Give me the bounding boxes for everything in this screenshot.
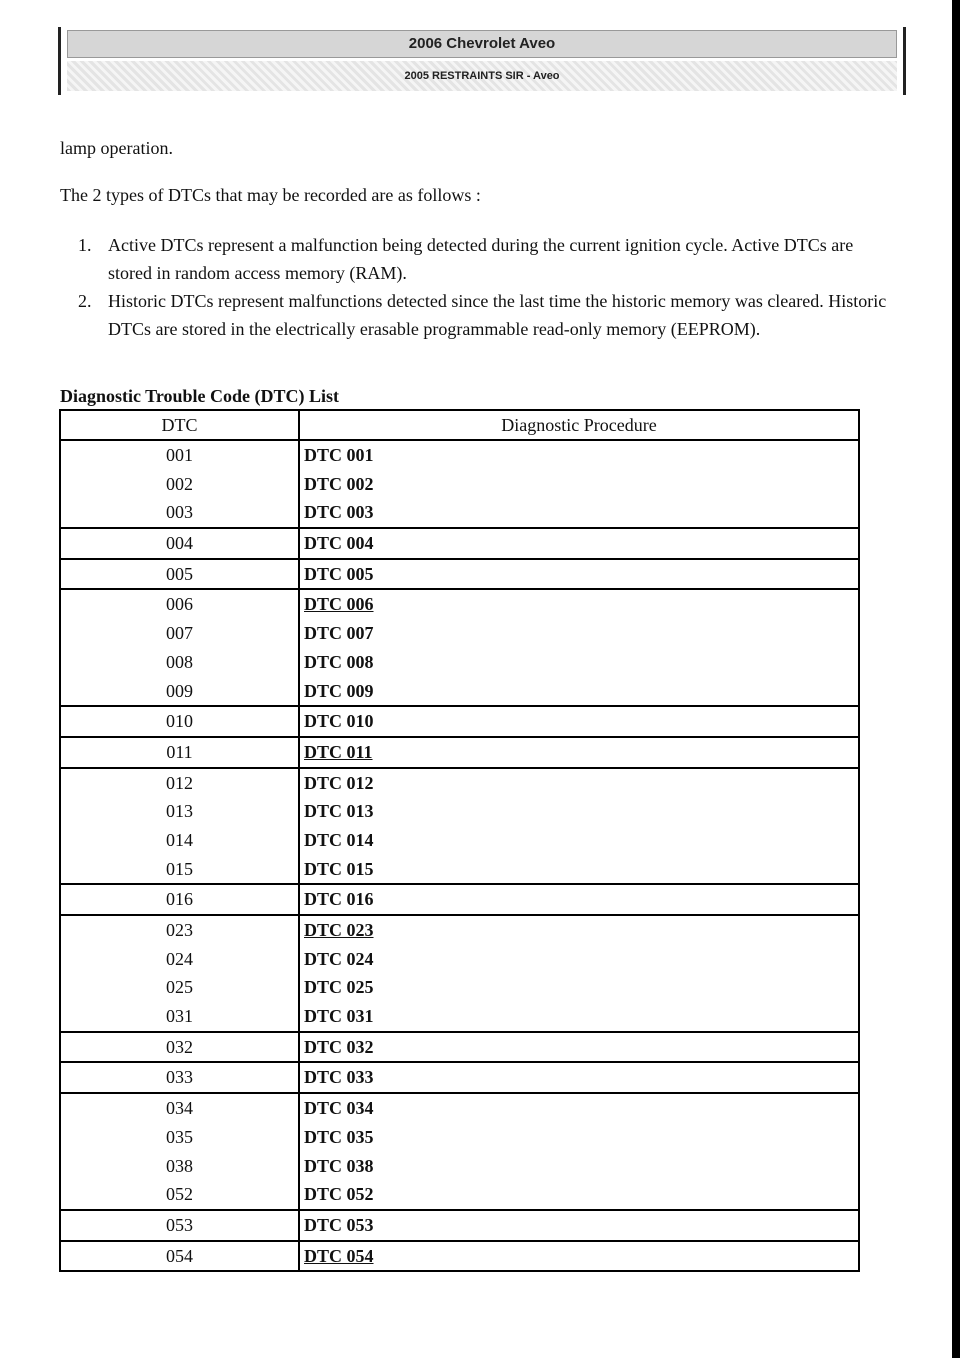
dtc-types-text: The 2 types of DTCs that may be recorded are as follows : xyxy=(60,185,481,205)
dtc-code-cell xyxy=(60,1241,299,1272)
dtc-code: 025 xyxy=(166,977,193,998)
dtc-code-cell xyxy=(60,589,299,706)
dtc-code-cell xyxy=(60,1032,299,1063)
table-row xyxy=(60,528,859,559)
table-row xyxy=(60,706,859,737)
procedure-text: DTC 052 xyxy=(304,1184,374,1205)
procedure-text: DTC 005 xyxy=(304,563,374,584)
procedure-text: DTC 013 xyxy=(304,801,374,822)
dtc-code: 054 xyxy=(166,1245,193,1266)
dtc-code: 007 xyxy=(166,623,193,644)
lamp-operation-text: lamp operation. xyxy=(60,138,173,158)
procedure-text: DTC 001 xyxy=(304,445,374,465)
dtc-code: 005 xyxy=(166,563,193,584)
table-row xyxy=(60,884,859,915)
procedure-text: DTC 004 xyxy=(304,533,374,554)
procedure-cell xyxy=(299,1210,859,1241)
dtc-code: 031 xyxy=(166,1006,193,1027)
dtc-code: 016 xyxy=(166,889,193,910)
dtc-code: 034 xyxy=(166,1098,193,1119)
dtc-list-heading: Diagnostic Trouble Code (DTC) List xyxy=(60,386,340,406)
procedure-text: DTC 012 xyxy=(304,772,374,793)
procedure-cell xyxy=(299,706,859,737)
procedure-text: DTC 014 xyxy=(304,829,374,850)
procedure-text: DTC 015 xyxy=(304,858,374,879)
page-right-border xyxy=(952,0,960,1358)
procedure-text: DTC 032 xyxy=(304,1036,374,1057)
procedure-text: DTC 024 xyxy=(304,948,374,969)
dtc-code: 053 xyxy=(166,1214,193,1235)
dtc-code-cell xyxy=(60,1093,299,1210)
procedure-cell xyxy=(299,1093,859,1210)
procedure-cell xyxy=(299,1241,859,1272)
procedure-text: DTC 031 xyxy=(304,1006,374,1027)
procedure-text: DTC 008 xyxy=(304,651,374,672)
dtc-code: 052 xyxy=(166,1184,193,1205)
table-header-row xyxy=(60,410,859,440)
dtc-code-cell xyxy=(60,915,299,1032)
dtc-code-cell xyxy=(60,440,299,528)
procedure-cell xyxy=(299,528,859,559)
table-row xyxy=(60,1241,859,1272)
dtc-code: 008 xyxy=(166,651,193,672)
dtc-code-cell xyxy=(60,559,299,590)
dtc-code: 038 xyxy=(166,1155,193,1176)
dtc-code: 009 xyxy=(166,680,193,701)
dtc-code-cell xyxy=(60,528,299,559)
list-item-number: 2. xyxy=(78,291,92,311)
dtc-code: 011 xyxy=(166,741,193,762)
procedure-cell xyxy=(299,440,859,528)
table-row xyxy=(60,1093,859,1210)
dtc-code: 001 xyxy=(166,445,193,465)
dtc-code: 004 xyxy=(166,533,193,554)
list-item xyxy=(78,231,890,287)
procedure-cell xyxy=(299,559,859,590)
procedure-text: DTC 038 xyxy=(304,1155,374,1176)
table-row xyxy=(60,559,859,590)
table-row xyxy=(60,589,859,706)
column-header-procedure: Diagnostic Procedure xyxy=(299,410,859,440)
banner-title: 2006 Chevrolet Aveo xyxy=(67,30,897,58)
table-row xyxy=(60,440,859,528)
table-row xyxy=(60,1032,859,1063)
dtc-code: 013 xyxy=(166,801,193,822)
table-row xyxy=(60,737,859,768)
procedure-text: DTC 007 xyxy=(304,623,374,644)
procedure-link[interactable]: DTC 054 xyxy=(304,1245,374,1266)
procedure-cell xyxy=(299,589,859,706)
dtc-code: 003 xyxy=(166,502,193,523)
procedure-text: DTC 010 xyxy=(304,711,374,732)
list-item xyxy=(78,287,890,343)
procedure-text: DTC 025 xyxy=(304,977,374,998)
banner-subtitle: 2005 RESTRAINTS SIR - Aveo xyxy=(67,61,897,91)
dtc-code: 035 xyxy=(166,1126,193,1147)
dtc-code: 015 xyxy=(166,858,193,879)
procedure-link[interactable]: DTC 023 xyxy=(304,920,374,940)
procedure-text: DTC 034 xyxy=(304,1098,374,1119)
procedure-cell xyxy=(299,737,859,768)
dtc-code: 002 xyxy=(166,473,193,494)
dtc-code: 024 xyxy=(166,948,193,969)
table-row xyxy=(60,1062,859,1093)
procedure-cell xyxy=(299,884,859,915)
dtc-code-cell xyxy=(60,706,299,737)
dtc-code-cell xyxy=(60,1062,299,1093)
procedure-cell xyxy=(299,768,859,885)
dtc-code: 033 xyxy=(166,1067,193,1088)
dtc-code-cell xyxy=(60,884,299,915)
dtc-code: 023 xyxy=(166,920,193,940)
dtc-code-cell xyxy=(60,737,299,768)
procedure-cell xyxy=(299,1032,859,1063)
dtc-code-cell xyxy=(60,768,299,885)
dtc-code: 012 xyxy=(166,772,193,793)
document-banner xyxy=(58,27,906,95)
procedure-text: DTC 003 xyxy=(304,502,374,523)
dtc-code: 032 xyxy=(166,1036,193,1057)
table-row xyxy=(60,768,859,885)
procedure-text: DTC 035 xyxy=(304,1126,374,1147)
procedure-cell xyxy=(299,915,859,1032)
procedure-text: DTC 002 xyxy=(304,473,374,494)
table-row xyxy=(60,1210,859,1241)
procedure-text: DTC 016 xyxy=(304,889,374,910)
procedure-link[interactable]: DTC 006 xyxy=(304,594,374,615)
list-item-text: Historic DTCs represent malfunctions detected since the last time the historic memory was cleared. Historic DTCs are stored in the electrically erasable programmable read-only memory (EEPROM). xyxy=(108,291,887,339)
table-row xyxy=(60,915,859,1032)
procedure-text: DTC 053 xyxy=(304,1214,374,1235)
dtc-code: 010 xyxy=(166,711,193,732)
dtc-code: 006 xyxy=(166,594,193,615)
list-item-text: Active DTCs represent a malfunction being detected during the current ignition cycle. Active DTCs are stored in random access memory (RAM). xyxy=(108,235,854,283)
list-item-number: 1. xyxy=(78,235,92,255)
procedure-cell xyxy=(299,1062,859,1093)
procedure-text: DTC 033 xyxy=(304,1067,374,1088)
procedure-text: DTC 009 xyxy=(304,680,374,701)
dtc-code-cell xyxy=(60,1210,299,1241)
procedure-link[interactable]: DTC 011 xyxy=(304,741,373,762)
dtc-table xyxy=(59,409,860,1272)
dtc-code: 014 xyxy=(166,829,193,850)
column-header-dtc: DTC xyxy=(60,410,299,440)
